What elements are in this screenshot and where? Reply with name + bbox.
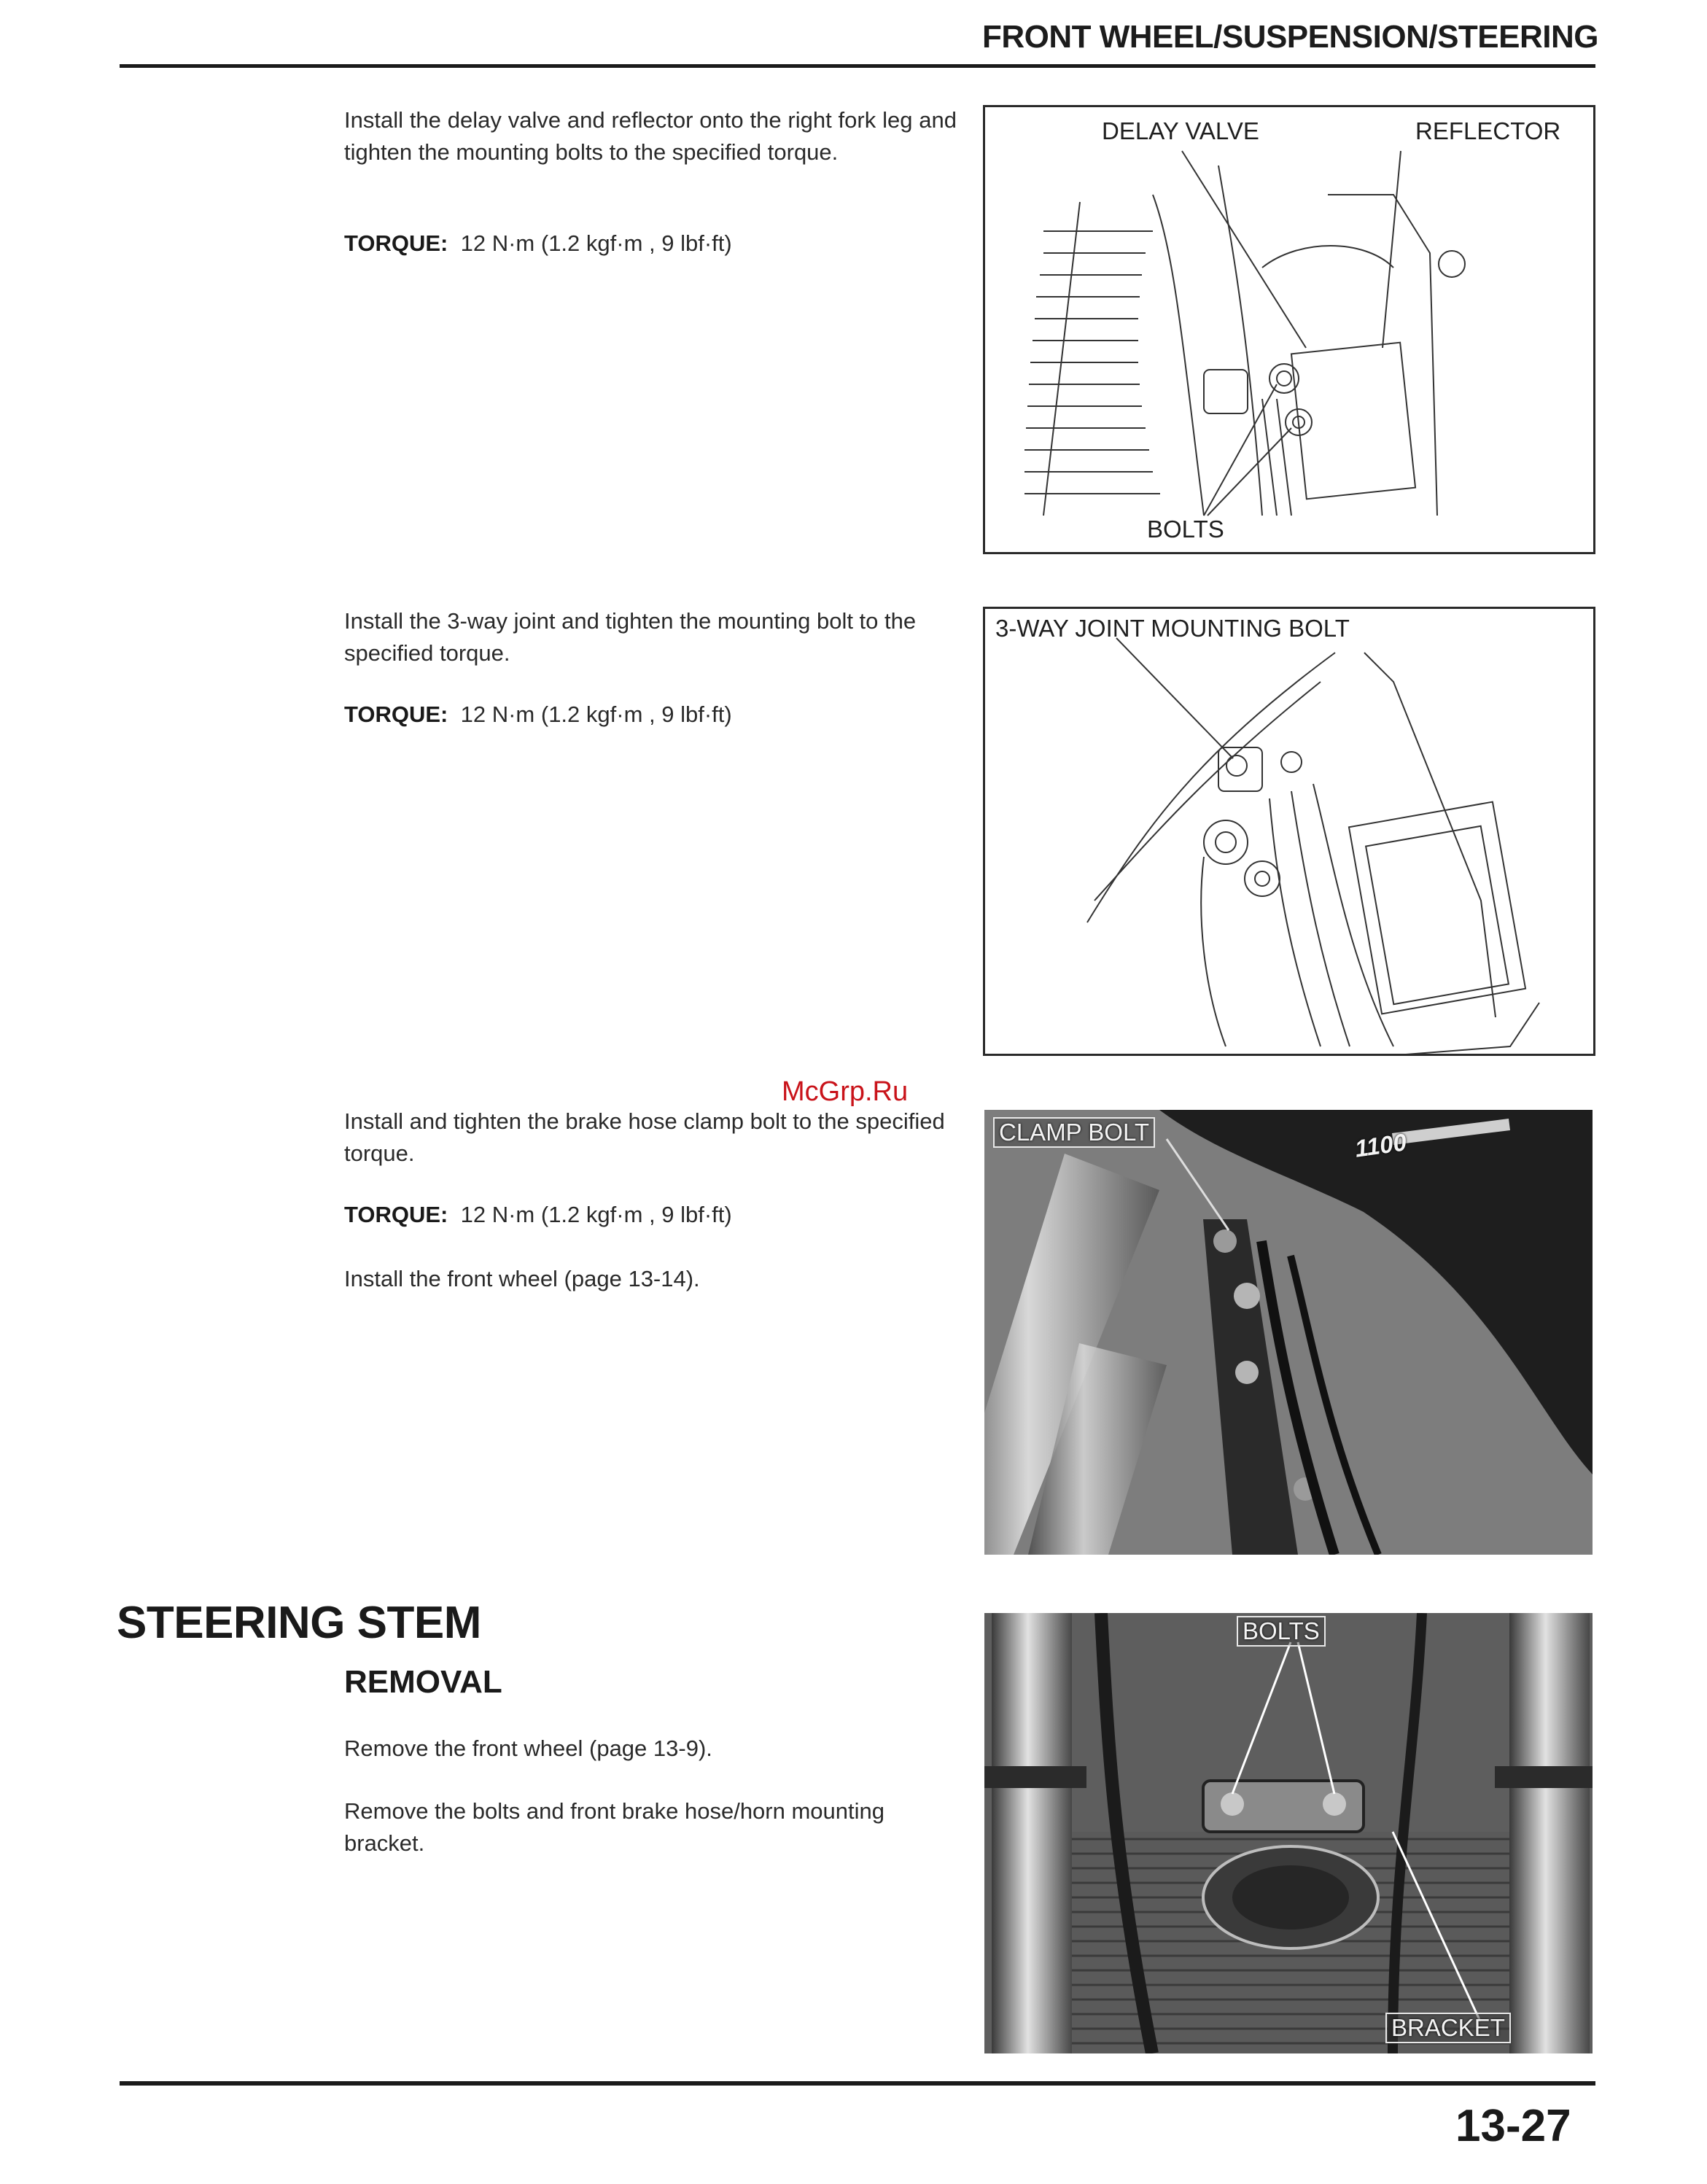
label-clamp-bolt: CLAMP BOLT	[993, 1117, 1155, 1148]
instruction-delay-valve: Install the delay valve and reflector onto the right fork leg and tighten the mounting bolts to the specified torque.	[344, 107, 957, 165]
label-reflector: REFLECTOR	[1415, 117, 1561, 144]
watermark: McGrp.Ru	[782, 1076, 909, 1107]
photo-clamp-bolt	[984, 1110, 1593, 1555]
label-1100-logo: 1100	[1353, 1128, 1409, 1162]
instruction-3way-joint: Install the 3-way joint and tighten the mounting bolt to the specified torque.	[344, 608, 917, 666]
label-3way-joint-bolt: 3-WAY JOINT MOUNTING BOLT	[995, 615, 1350, 642]
label-bolts: BOLTS	[1237, 1616, 1326, 1647]
page-number: 13-27	[1455, 2101, 1571, 2151]
page-header-title: FRONT WHEEL/SUSPENSION/STEERING	[981, 19, 1598, 55]
instruction-remove-wheel: Remove the front wheel (page 13-9).	[344, 1736, 712, 1761]
torque-spec-1	[344, 230, 732, 257]
photo-rendering-steering-bracket	[984, 1613, 1593, 2053]
label-bracket: BRACKET	[1385, 2013, 1511, 2043]
torque-value: 12 N·m (1.2 kgf·m , 9 lbf·ft)	[460, 1202, 732, 1227]
torque-label: TORQUE:	[344, 702, 448, 727]
instruction-install-wheel: Install the front wheel (page 13-14).	[344, 1266, 700, 1291]
torque-spec-3	[344, 1202, 732, 1228]
label-bolts: BOLTS	[1147, 516, 1224, 543]
torque-value: 12 N·m (1.2 kgf·m , 9 lbf·ft)	[460, 230, 732, 256]
instruction-remove-bracket: Remove the bolts and front brake hose/horn mounting bracket.	[344, 1798, 885, 1856]
photo-rendering-clamp-bolt	[984, 1110, 1593, 1555]
label-delay-valve: DELAY VALVE	[1102, 117, 1259, 144]
torque-label: TORQUE:	[344, 230, 448, 256]
photo-steering-bracket	[984, 1613, 1593, 2053]
torque-spec-2	[344, 702, 732, 728]
torque-label: TORQUE:	[344, 1202, 448, 1227]
section-heading-steering-stem: STEERING STEM	[117, 1598, 481, 1648]
figure-delay-valve-reflector	[983, 105, 1595, 554]
figure-3way-joint	[983, 607, 1595, 1056]
drawing-3way-joint	[985, 609, 1593, 1054]
header-rule	[120, 64, 1595, 68]
drawing-delay-valve	[985, 107, 1593, 552]
footer-rule	[120, 2081, 1595, 2086]
instruction-clamp-bolt: Install and tighten the brake hose clamp bolt to the specified torque.	[344, 1108, 945, 1166]
subheading-removal: REMOVAL	[344, 1664, 502, 1700]
torque-value: 12 N·m (1.2 kgf·m , 9 lbf·ft)	[460, 702, 732, 727]
